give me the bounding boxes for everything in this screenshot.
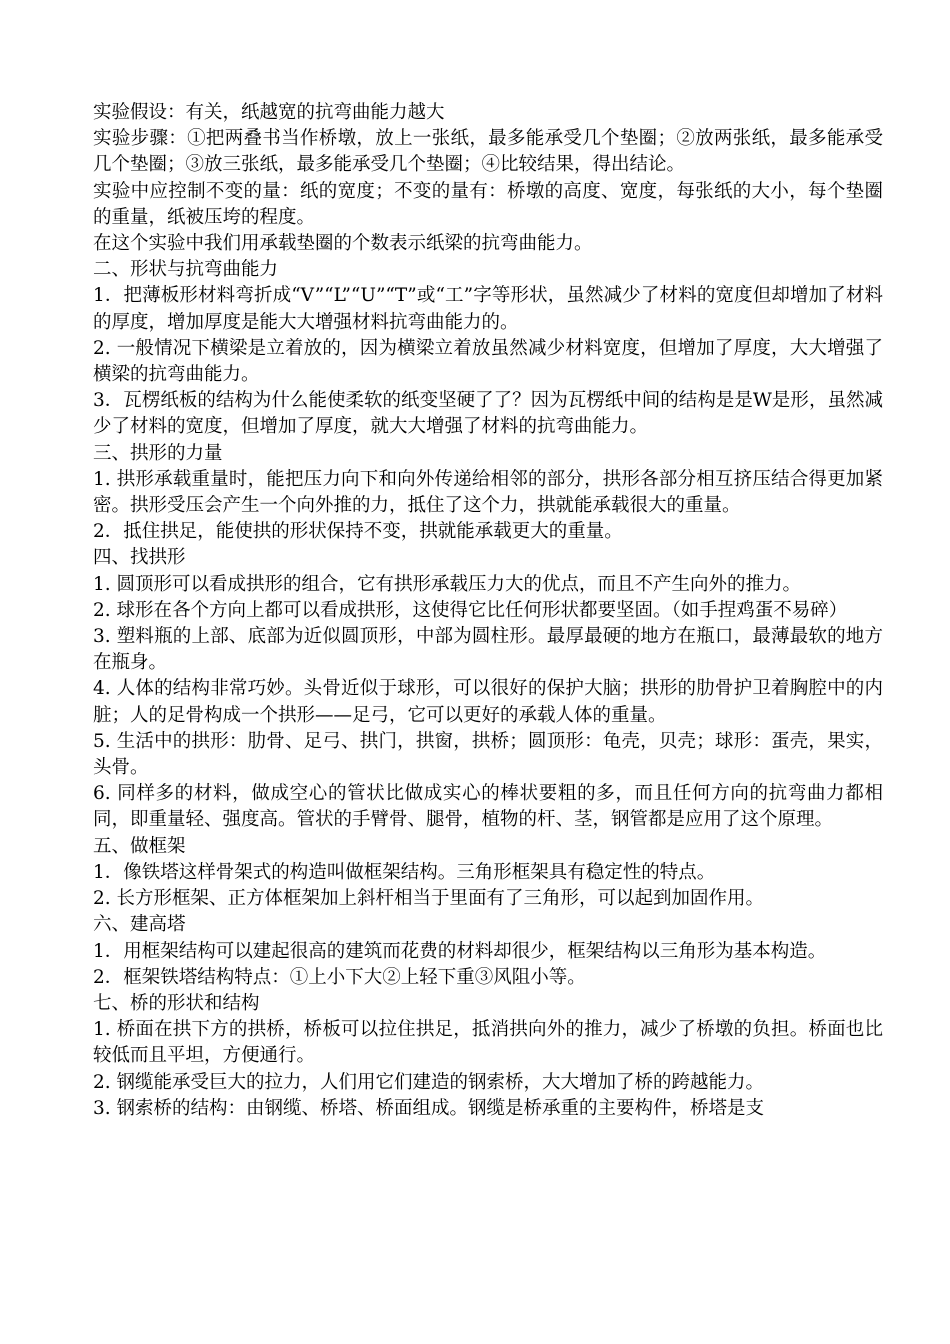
shape-point-3: 3．瓦楞纸板的结构为什么能使柔软的纸变坚硬了了？因为瓦楞纸中间的结构是是W是形，虽然减少了材料的宽度，但增加了厚度，就大大增强了材料的抗弯曲能力。	[93, 390, 883, 438]
section-heading-tower: 六、建高塔	[93, 914, 186, 936]
document-body	[93, 100, 883, 1122]
procedure-paragraph: 实验步骤：①把两叠书当作桥墩，放上一张纸，最多能承受几个垫圈；②放两张纸，最多能承受几个垫圈；③放三张纸，最多能承受几个垫圈；④比较结果，得出结论。	[93, 128, 883, 176]
section-heading-arch: 三、拱形的力量	[93, 442, 223, 464]
bridge-point-3: 3. 钢索桥的结构：由钢缆、桥塔、桥面组成。钢缆是桥承重的主要构件，桥塔是支	[93, 1097, 765, 1119]
hypothesis-line: 实验假设：有关，纸越宽的抗弯曲能力越大	[93, 102, 445, 123]
section-heading-find-arch: 四、找拱形	[93, 547, 186, 569]
section-heading-frame: 五、做框架	[93, 835, 186, 857]
find-arch-point-5: 5. 生活中的拱形：肋骨、足弓、拱门，拱窗，拱桥；圆顶形：龟壳，贝壳；球形：蛋壳，果实，头骨。	[93, 730, 883, 779]
tower-point-1: 1．用框架结构可以建起很高的建筑而花费的材料却很少，框架结构以三角形为基本构造。	[93, 940, 827, 962]
measurement-line: 在这个实验中我们用承载垫圈的个数表示纸梁的抗弯曲能力。	[93, 233, 593, 255]
frame-point-1: 1．像铁塔这样骨架式的构造叫做框架结构。三角形框架具有稳定性的特点。	[93, 861, 716, 883]
find-arch-point-6: 6. 同样多的材料，做成空心的管状比做成实心的棒状要粗的多，而且任何方向的抗弯曲力都相同，即重量轻、强度高。管状的手臂骨、腿骨，植物的杆、茎，钢管都是应用了这个原理。	[93, 783, 883, 831]
shape-point-2: 2. 一般情况下横梁是立着放的，因为横梁立着放虽然减少材料宽度，但增加了厚度，大大增强了横梁的抗弯曲能力。	[93, 337, 883, 386]
shape-point-1: 1．把薄板形材料弯折成“V”“L”“U”“T”或“工”字等形状，虽然减少了材料的宽度但却增加了材料的厚度，增加厚度是能大大增强材料抗弯曲能力的。	[93, 285, 883, 333]
frame-point-2: 2. 长方形框架、正方体框架加上斜杆相当于里面有了三角形，可以起到加固作用。	[93, 888, 765, 910]
find-arch-point-3: 3. 塑料瓶的上部、底部为近似圆顶形，中部为圆柱形。最厚最硬的地方在瓶口，最薄最软的地方在瓶身。	[93, 626, 883, 674]
tower-point-2: 2．框架铁塔结构特点：①上小下大②上轻下重③风阻小等。	[93, 966, 586, 988]
find-arch-point-1: 1. 圆顶形可以看成拱形的组合，它有拱形承载压力大的优点，而且不产生向外的推力。	[93, 573, 802, 595]
find-arch-point-2: 2. 球形在各个方向上都可以看成拱形，这使得它比任何形状都要坚固。（如手捏鸡蛋不易碎）	[93, 599, 848, 621]
arch-point-2: 2．抵住拱足，能使拱的形状保持不变，拱就能承载更大的重量。	[93, 521, 623, 543]
find-arch-point-4: 4. 人体的结构非常巧妙。头骨近似于球形，可以很好的保护大脑；拱形的肋骨护卫着胸腔中的内脏；人的足骨构成一个拱形——足弓，它可以更好的承载人体的重量。	[93, 678, 883, 726]
arch-point-1: 1. 拱形承载重量时，能把压力向下和向外传递给相邻的部分，拱形各部分相互挤压结合得更加紧密。拱形受压会产生一个向外推的力，抵住了这个力，拱就能承载很大的重量。	[93, 468, 883, 517]
bridge-point-1: 1. 桥面在拱下方的拱桥，桥板可以拉住拱足，抵消拱向外的推力，减少了桥墩的负担。桥面也比较低而且平坦，方便通行。	[93, 1019, 883, 1067]
controlled-variables-paragraph: 实验中应控制不变的量：纸的宽度；不变的量有：桥墩的高度、宽度，每张纸的大小，每个垫圈的重量，纸被压垮的程度。	[93, 180, 883, 228]
bridge-point-2: 2. 钢缆能承受巨大的拉力，人们用它们建造的钢索桥，大大增加了桥的跨越能力。	[93, 1071, 765, 1093]
section-heading-bridge: 七、桥的形状和结构	[93, 992, 260, 1014]
section-heading-shape: 二、形状与抗弯曲能力	[93, 259, 279, 281]
